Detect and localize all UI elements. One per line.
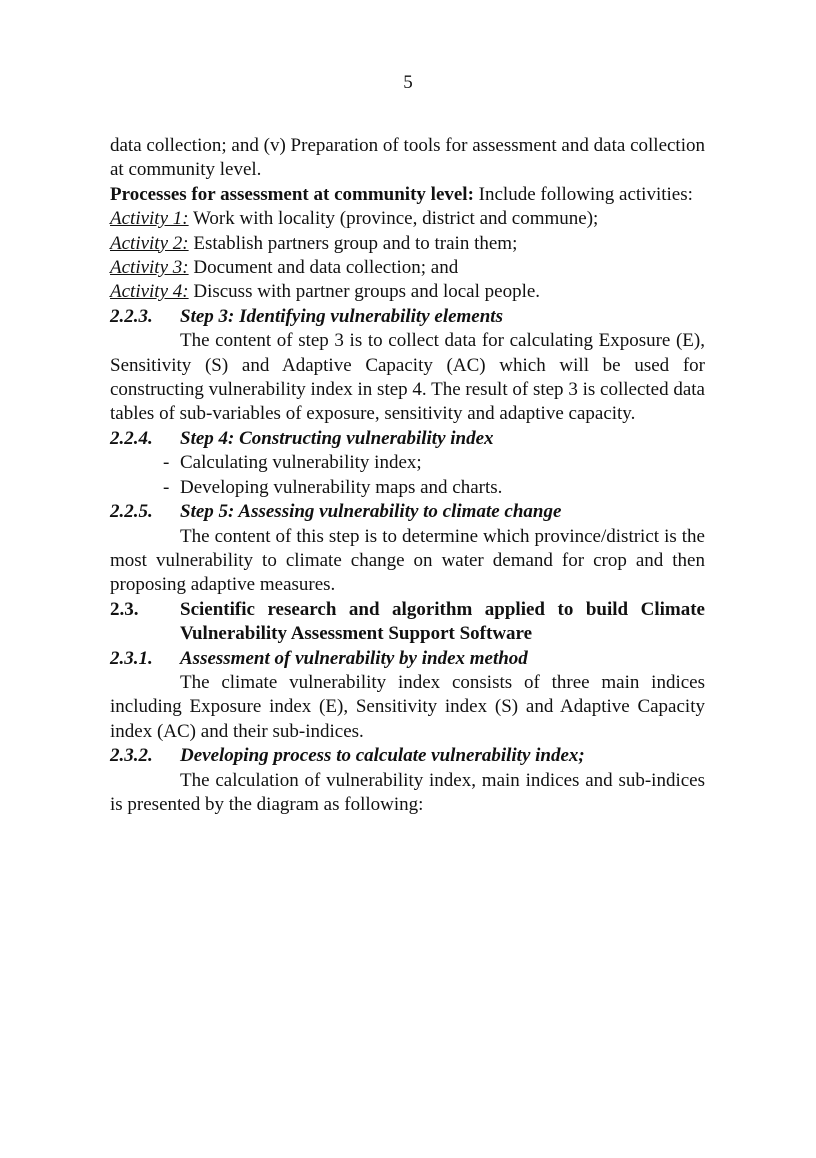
section-title: Assessment of vulnerability by index method bbox=[180, 647, 528, 669]
section-body: The content of step 3 is to collect data for calculating Exposure (E), Sensitivity (S) and Adaptive Capacity (AC) which will be used for constructing vulnerability index in step 4. The result of step 3 is collected data tables of sub-variables of exposure, sensitivity and adaptive capacity. bbox=[110, 330, 705, 425]
processes-label: Processes for assessment at community level: bbox=[110, 183, 474, 205]
section-title: Developing process to calculate vulnerability index; bbox=[180, 745, 585, 767]
activity-text: Establish partners group and to train them; bbox=[188, 232, 518, 254]
section-body: The climate vulnerability index consists of three main indices including Exposure index (E), Sensitivity index (S) and Adaptive Capacity index (AC) and their sub-indices. bbox=[110, 671, 705, 742]
section-body: The calculation of vulnerability index, main indices and sub-indices is presented by the diagram as following: bbox=[110, 769, 705, 815]
activity-label: Activity 2: bbox=[110, 232, 189, 254]
bullet-text: Developing vulnerability maps and charts. bbox=[180, 476, 503, 498]
activity-item bbox=[110, 280, 705, 304]
processes-paragraph bbox=[110, 183, 705, 207]
page-number: 5 bbox=[403, 72, 413, 93]
activity-item bbox=[110, 232, 705, 256]
section-number: 2.2.5. bbox=[110, 501, 153, 523]
bullet-item bbox=[110, 476, 705, 500]
bullet-dash: - bbox=[163, 452, 170, 474]
section-heading-2-2-4 bbox=[110, 427, 705, 451]
section-heading-2-3-1 bbox=[110, 647, 705, 671]
bullet-text: Calculating vulnerability index; bbox=[180, 452, 422, 474]
section-number: 2.2.4. bbox=[110, 427, 153, 449]
section-heading-2-2-5 bbox=[110, 500, 705, 524]
section-number: 2.3. bbox=[110, 598, 139, 620]
bullet-dash: - bbox=[163, 476, 170, 498]
section-number: 2.3.1. bbox=[110, 647, 153, 669]
activity-text: Document and data collection; and bbox=[188, 257, 459, 279]
section-heading-2-3 bbox=[110, 598, 705, 647]
intro-paragraph: data collection; and (v) Preparation of tools for assessment and data collection at community level. bbox=[110, 135, 705, 181]
activity-label: Activity 3: bbox=[110, 257, 189, 279]
bullet-item bbox=[110, 451, 705, 475]
section-body: The content of this step is to determine which province/district is the most vulnerability to climate change on water demand for crop and then proposing adaptive measures. bbox=[110, 525, 705, 596]
section-title: Step 3: Identifying vulnerability elements bbox=[180, 305, 503, 327]
section-title: Scientific research and algorithm applied to build Climate Vulnerability Assessment Support Software bbox=[180, 598, 705, 645]
section-heading-2-3-2 bbox=[110, 744, 705, 768]
activity-text: Work with locality (province, district and commune); bbox=[188, 208, 599, 230]
section-title: Step 4: Constructing vulnerability index bbox=[180, 427, 494, 449]
activity-label: Activity 4: bbox=[110, 281, 189, 303]
section-number: 2.2.3. bbox=[110, 305, 153, 327]
activity-item bbox=[110, 256, 705, 280]
activity-label: Activity 1: bbox=[110, 208, 189, 230]
activity-item bbox=[110, 207, 705, 231]
activity-text: Discuss with partner groups and local people. bbox=[188, 281, 541, 303]
document-body bbox=[110, 134, 705, 817]
section-title: Step 5: Assessing vulnerability to climate change bbox=[180, 501, 562, 523]
section-heading-2-2-3 bbox=[110, 305, 705, 329]
processes-text: Include following activities: bbox=[473, 183, 693, 205]
section-number: 2.3.2. bbox=[110, 745, 153, 767]
